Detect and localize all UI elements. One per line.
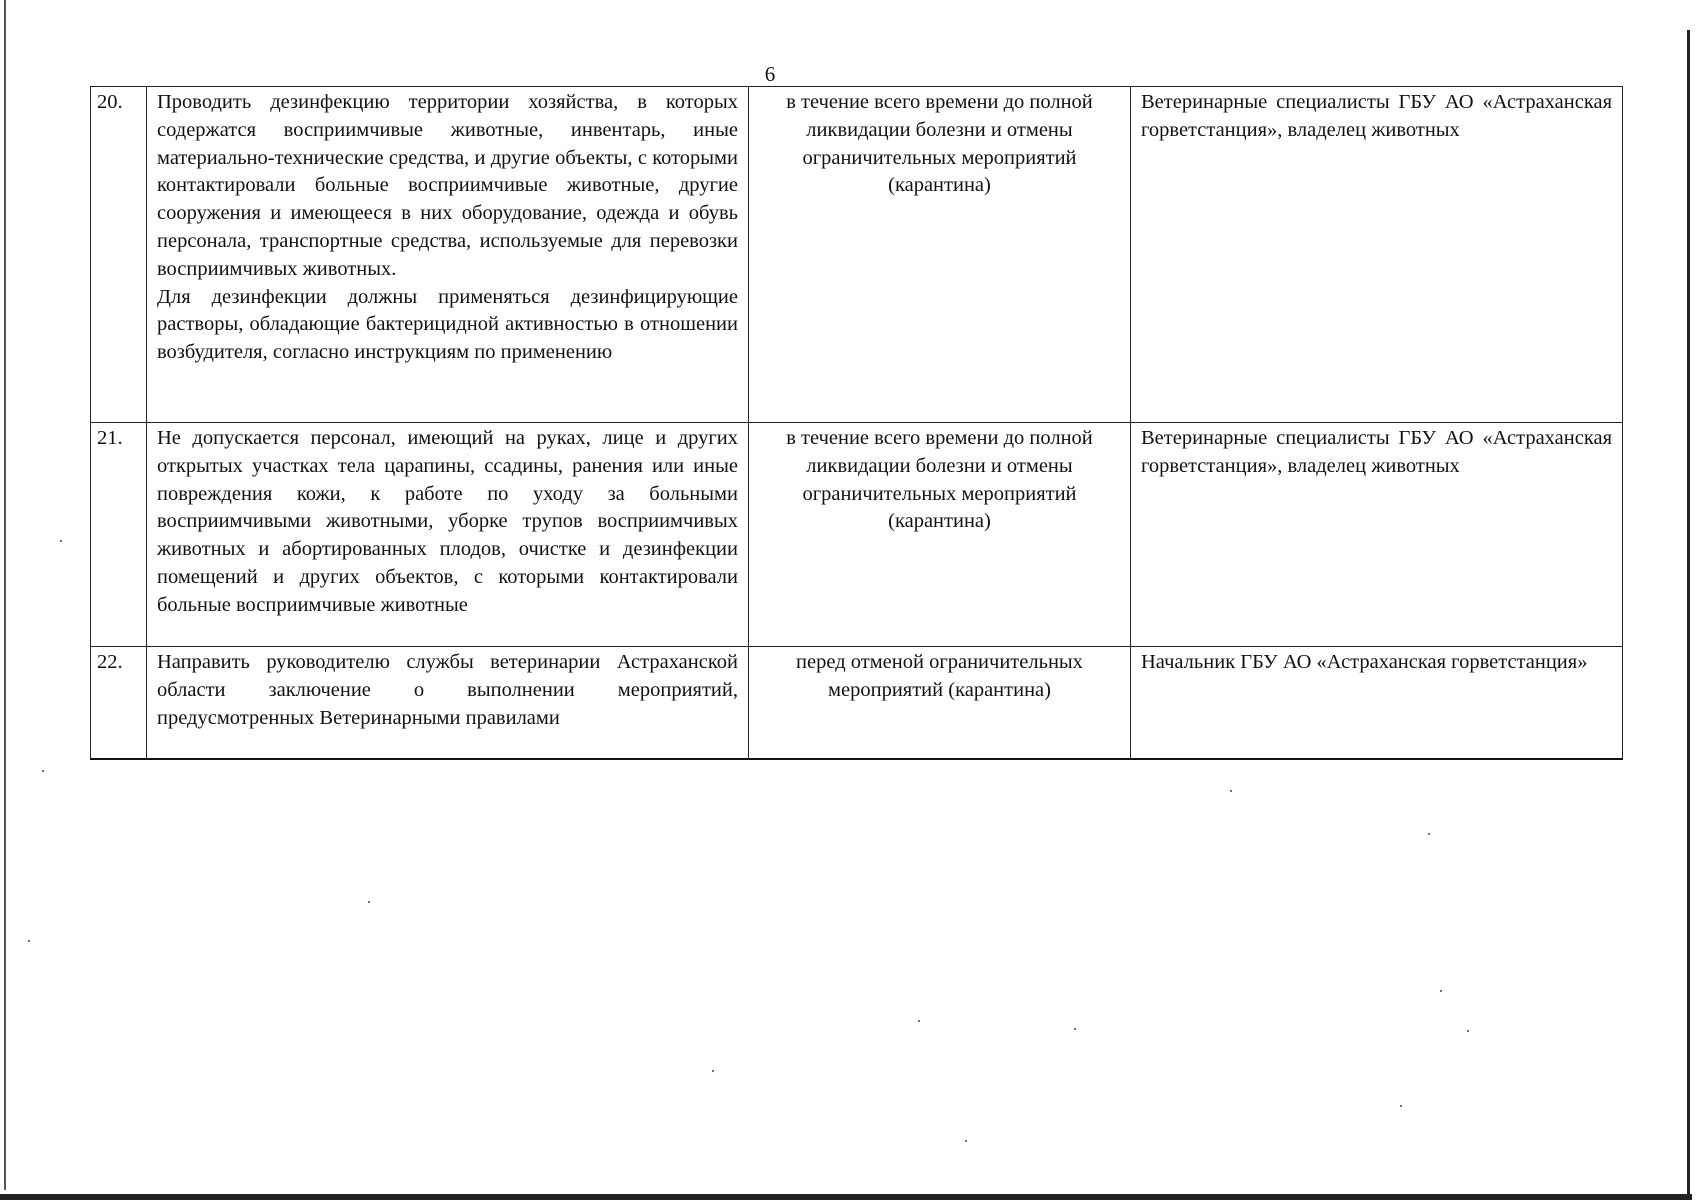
table-row (91, 423, 1623, 647)
action-cell (147, 87, 749, 423)
action-cell (147, 423, 749, 647)
responsible-cell (1131, 647, 1623, 759)
scan-bottom-edge (0, 1194, 1692, 1200)
scan-speckle (368, 901, 370, 903)
responsible-text: Ветеринарные специалисты ГБУ АО «Астраханская горветстанция», владелец животных (1141, 91, 1612, 141)
scan-speckle (918, 1020, 920, 1022)
term-text: в течение всего времени до полной ликвидации болезни и отмены ограничительных мероприятий (карантина) (786, 91, 1093, 197)
row-number: 20. (91, 87, 147, 423)
measures-table (90, 86, 1623, 760)
term-cell (749, 87, 1131, 423)
scan-speckle (1428, 833, 1430, 835)
scan-speckle (1400, 1105, 1402, 1107)
table-row (91, 647, 1623, 759)
scan-speckle (42, 770, 44, 772)
scan-speckle (1467, 1030, 1469, 1032)
scan-speckle (60, 540, 62, 542)
scan-right-edge (1687, 30, 1690, 1195)
action-text: Направить руководителю службы ветеринарии Астраханской области заключение о выполнении мероприятий, предусмотренных Ветеринарными правилами (157, 651, 738, 729)
scan-speckle (712, 1070, 714, 1072)
term-cell (749, 423, 1131, 647)
row-number: 22. (91, 647, 147, 759)
scan-speckle (28, 940, 30, 942)
responsible-cell (1131, 87, 1623, 423)
page-number: 6 (764, 62, 776, 86)
action-text: Проводить дезинфекцию территории хозяйства, в которых содержатся восприимчивые животные, инвентарь, иные материально-технические средства, и другие объекты, с которыми контактировали больные восприимчивые животные, другие сооружения и имеющееся в них оборудование, одежда и обувь персонала, транспортные средства, используемые для перевозки восприимчивых животных. Для дезинфекции должны применяться дезинфицирующие растворы, обладающие бактерицидной активностью в отношении возбудителя, согласно инструкциям по применению (157, 91, 738, 364)
scan-speckle (965, 1140, 967, 1142)
action-cell (147, 647, 749, 759)
term-text: в течение всего времени до полной ликвидации болезни и отмены ограничительных мероприятий (карантина) (786, 427, 1093, 533)
scan-left-edge (4, 0, 6, 1190)
row-number: 21. (91, 423, 147, 647)
table-row (91, 87, 1623, 423)
term-cell (749, 647, 1131, 759)
scan-speckle (1074, 1028, 1076, 1030)
term-text: перед отменой ограничительных мероприятий (карантина) (796, 651, 1083, 701)
responsible-cell (1131, 423, 1623, 647)
scan-speckle (1230, 790, 1232, 792)
responsible-text: Начальник ГБУ АО «Астраханская горветстанция» (1141, 651, 1588, 673)
responsible-text: Ветеринарные специалисты ГБУ АО «Астраханская горветстанция», владелец животных (1141, 427, 1612, 477)
scan-speckle (1440, 990, 1442, 992)
action-text: Не допускается персонал, имеющий на руках, лице и других открытых участках тела царапины, ссадины, ранения или иные повреждения кожи, к работе по уходу за больными восприимчивыми животными, уборке трупов восприимчивых животных и абортированных плодов, очистке и дезинфекции помещений и других объектов, с которыми контактировали больные восприимчивые животные (157, 427, 738, 616)
